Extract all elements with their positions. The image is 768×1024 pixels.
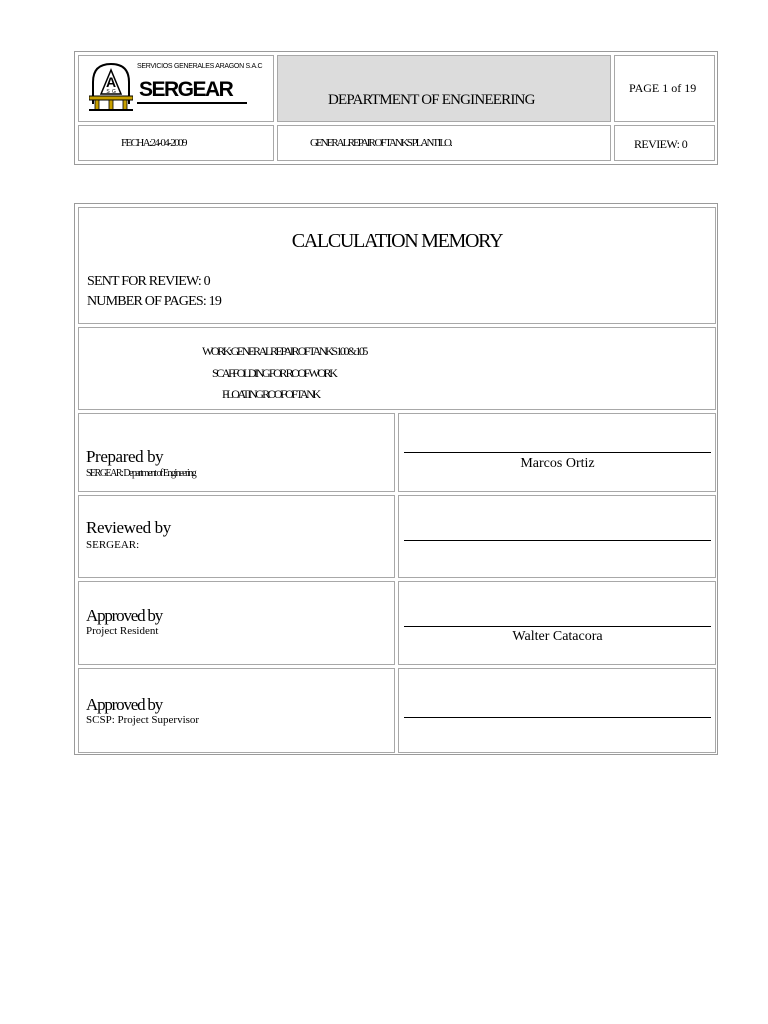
signature-line [404, 626, 711, 627]
document-header [74, 51, 718, 165]
signature-line [404, 452, 711, 453]
approved-by-resident-name: Walter Catacora [512, 629, 603, 644]
company-underline [137, 102, 247, 104]
work-line: FLOATING ROOF OF TANK [222, 387, 319, 401]
prepared-by-org: SERGEAR: Department of Engineering [86, 468, 196, 479]
reviewed-by-cell [78, 495, 395, 578]
document-title: CALCULATION MEMORY [291, 230, 503, 252]
department-title: DEPARTMENT OF ENGINEERING [328, 92, 535, 108]
general-title-cell [277, 125, 611, 161]
document-date: FECHA:24-04-2009 [121, 137, 186, 149]
approved-by-resident-cell [78, 581, 395, 665]
prepared-by-name: Marcos Ortiz [520, 456, 595, 471]
page-number: PAGE 1 of 19 [629, 81, 697, 95]
work-description-cell [78, 327, 716, 410]
approved-by-label: Approved by [86, 606, 163, 625]
prepared-by-cell [78, 413, 395, 492]
company-name: SERGEAR [139, 78, 233, 101]
prepared-by-signature-cell [398, 413, 716, 492]
approved-by-label: Approved by [86, 695, 163, 714]
calculation-memory-sheet [74, 203, 718, 755]
logo-letter-a: A [105, 74, 117, 90]
work-line: WORK: GENERAL REPAIR OF TANKS 100 & 105 [202, 344, 367, 358]
reviewed-by-label: Reviewed by [86, 518, 171, 537]
general-title: GENERAL REPAIR OF TANKS PLANT ILO. [310, 137, 451, 149]
logo-cell [78, 55, 274, 122]
title-cell [78, 207, 716, 324]
work-line: SCAFFOLDING FOR ROOF WORK [212, 366, 336, 380]
company-logo [89, 60, 133, 112]
approved-by-supervisor-cell [78, 668, 395, 753]
approved-by-resident-signature-cell [398, 581, 716, 665]
reviewed-by-signature-cell [398, 495, 716, 578]
page-number-cell [614, 55, 715, 122]
approved-by-supervisor-signature-cell [398, 668, 716, 753]
prepared-by-label: Prepared by [86, 447, 164, 466]
logo-letter-s: S [106, 89, 110, 95]
approved-by-org: Project Resident [86, 625, 159, 637]
date-cell [78, 125, 274, 161]
logo-letter-g: G [112, 89, 116, 95]
department-cell [277, 55, 611, 122]
approved-by-org: SCSP: Project Supervisor [86, 714, 200, 726]
signature-line [404, 717, 711, 718]
review-cell [614, 125, 715, 161]
signature-line [404, 540, 711, 541]
sent-for-review: SENT FOR REVIEW: 0 [87, 274, 210, 289]
reviewed-by-org: SERGEAR: [86, 539, 140, 551]
company-full-name: SERVICIOS GENERALES ARAGON S.A.C [137, 63, 263, 70]
review-number: REVIEW: 0 [634, 137, 688, 151]
number-of-pages: NUMBER OF PAGES: 19 [87, 294, 222, 309]
